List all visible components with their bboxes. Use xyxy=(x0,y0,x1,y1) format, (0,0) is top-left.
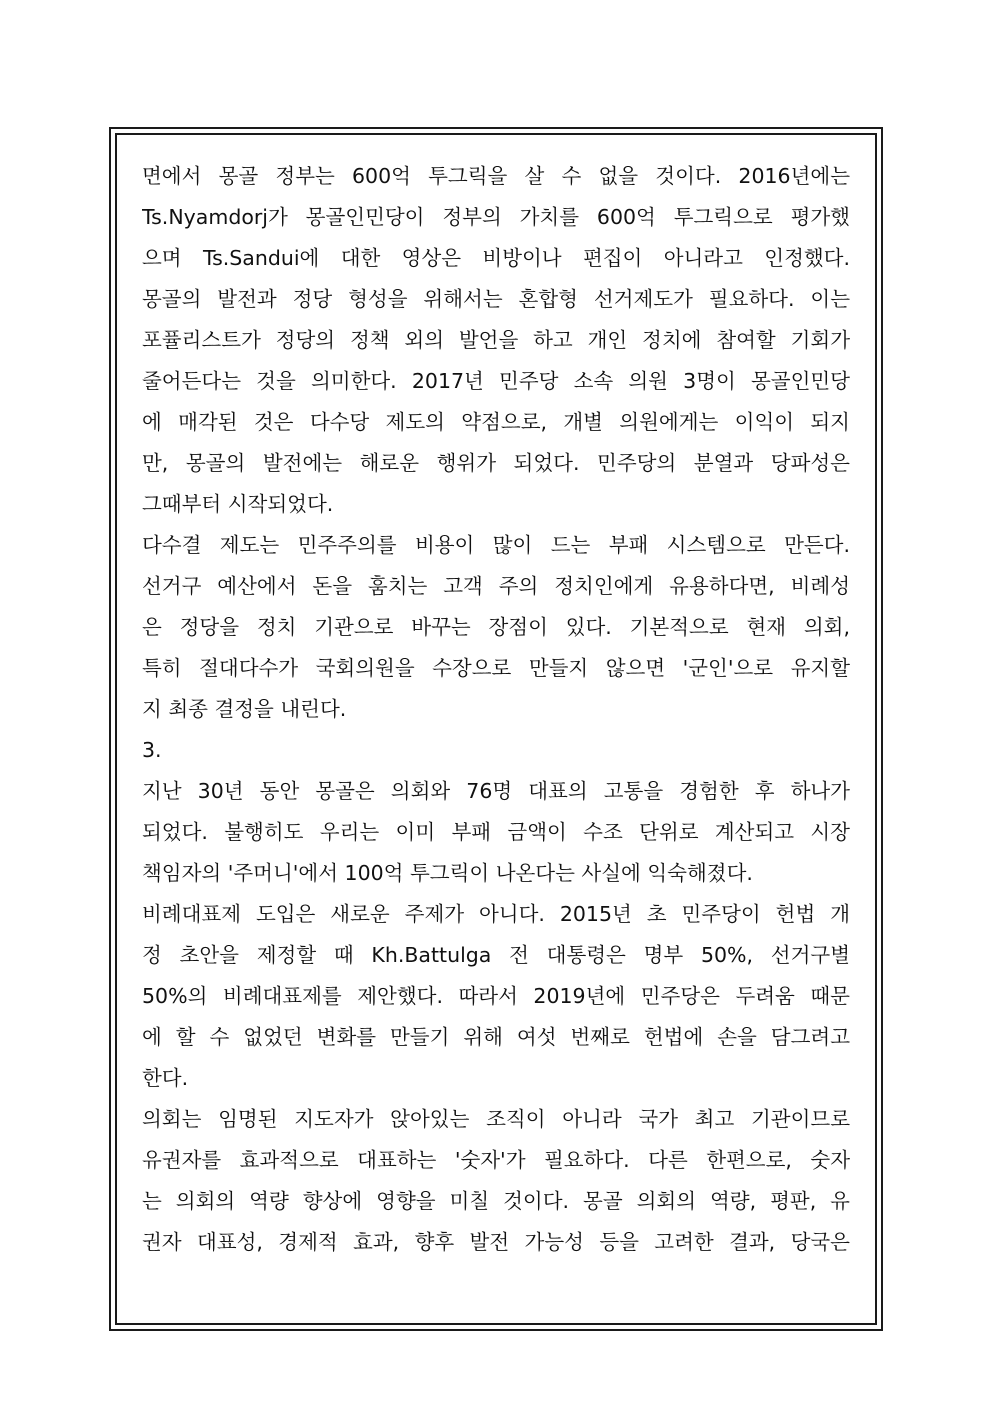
text-line: 몽골의 발전과 정당 형성을 위해서는 혼합형 선거제도가 필요하다. 이는 xyxy=(142,287,850,311)
text-line: 면에서 몽골 정부는 600억 투그릭을 살 수 없을 것이다. 2016년에는 xyxy=(142,164,850,188)
text-line: 그때부터 시작되었다. xyxy=(142,492,334,516)
text-line: 지난 30년 동안 몽골은 의회와 76명 대표의 고통을 경험한 후 하나가 xyxy=(142,779,850,803)
document-body xyxy=(142,156,850,1263)
text-line: 다수결 제도는 민주주의를 비용이 많이 드는 부패 시스템으로 만든다. xyxy=(142,533,850,557)
text-line: 책임자의 '주머니'에서 100억 투그릭이 나온다는 사실에 익숙해졌다. xyxy=(142,861,753,885)
text-line: 의회는 임명된 지도자가 앉아있는 조직이 아니라 국가 최고 기관이므로 xyxy=(142,1107,850,1131)
text-line: 한다. xyxy=(142,1066,189,1090)
text-line: 3. xyxy=(142,738,162,762)
text-line: 은 정당을 정치 기관으로 바꾸는 장점이 있다. 기본적으로 현재 의회, xyxy=(142,615,850,639)
text-line: 비례대표제 도입은 새로운 주제가 아니다. 2015년 초 민주당이 헌법 개 xyxy=(142,902,850,926)
text-line: 권자 대표성, 경제적 효과, 향후 발전 가능성 등을 고려한 결과, 당국은 xyxy=(142,1230,850,1254)
text-line: 되었다. 불행히도 우리는 이미 부패 금액이 수조 단위로 계산되고 시장 xyxy=(142,820,850,844)
text-line: 지 최종 결정을 내린다. xyxy=(142,697,347,721)
text-line: 에 매각된 것은 다수당 제도의 약점으로, 개별 의원에게는 이익이 되지 xyxy=(142,410,850,434)
text-line: 에 할 수 없었던 변화를 만들기 위해 여섯 번째로 헌법에 손을 담그려고 xyxy=(142,1025,850,1049)
text-line: 정 초안을 제정할 때 Kh.Battulga 전 대통령은 명부 50%, 선거구별 xyxy=(142,943,850,967)
text-line: 유권자를 효과적으로 대표하는 '숫자'가 필요하다. 다른 한편으로, 숫자 xyxy=(142,1148,850,1172)
text-line: 줄어든다는 것을 의미한다. 2017년 민주당 소속 의원 3명이 몽골인민당 xyxy=(142,369,850,393)
text-line: 50%의 비례대표제를 제안했다. 따라서 2019년에 민주당은 두려움 때문 xyxy=(142,984,850,1008)
text-line: 만, 몽골의 발전에는 해로운 행위가 되었다. 민주당의 분열과 당파성은 xyxy=(142,451,850,475)
text-line: Ts.Nyamdorj가 몽골인민당이 정부의 가치를 600억 투그릭으로 평가했 xyxy=(142,205,850,229)
text-line: 포퓰리스트가 정당의 정책 외의 발언을 하고 개인 정치에 참여할 기회가 xyxy=(142,328,850,352)
text-line: 는 의회의 역량 향상에 영향을 미칠 것이다. 몽골 의회의 역량, 평판, 유 xyxy=(142,1189,850,1213)
text-line: 특히 절대다수가 국회의원을 수장으로 만들지 않으면 '군인'으로 유지할 xyxy=(142,656,850,680)
text-line: 선거구 예산에서 돈을 훔치는 고객 주의 정치인에게 유용하다면, 비례성 xyxy=(142,574,850,598)
text-line: 으며 Ts.Sandui에 대한 영상은 비방이나 편집이 아니라고 인정했다. xyxy=(142,246,850,270)
